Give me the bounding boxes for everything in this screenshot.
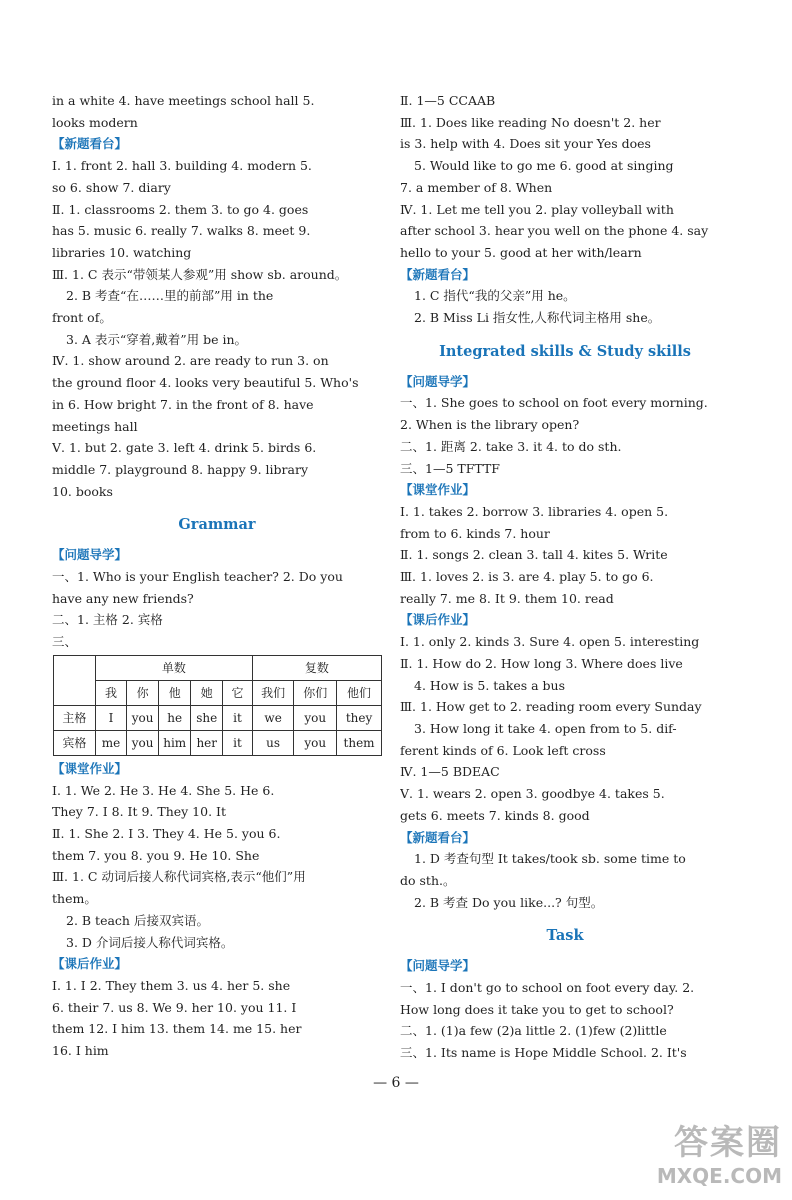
answer-line: Ⅰ. 1. I 2. They them 3. us 4. her 5. she [52, 977, 291, 993]
table-person-header: 我 [95, 680, 126, 705]
section-tag: 【问题导学】 [52, 547, 128, 563]
table-group-header: 复数 [252, 655, 381, 680]
answer-line: meetings hall [52, 418, 138, 434]
answer-line: 2. B 考查 Do you like...? 句型。 [414, 894, 604, 910]
answer-line: 一、1. I don't go to school on foot every day. 2. [400, 980, 695, 996]
answer-line: 二、1. (1)a few (2)a little 2. (1)few (2)little [400, 1023, 667, 1039]
answer-line: How long does it take you to get to school? [400, 1001, 674, 1017]
table-cell: they [337, 705, 382, 730]
answer-line: in 6. How bright 7. in the front of 8. have [52, 396, 314, 412]
page-number: — 6 — [373, 1075, 419, 1091]
section-tag: 【新题看台】 [400, 829, 476, 845]
answer-line: ferent kinds of 6. Look left cross [400, 742, 606, 758]
answer-line: 3. How long it take 4. open from to 5. dif- [414, 720, 677, 736]
answer-line: in a white 4. have meetings school hall 5. [52, 93, 315, 108]
section-tag: 【新题看台】 [52, 136, 128, 152]
answer-line: 一、1. She goes to school on foot every morning. [400, 395, 708, 411]
watermark-url: MXQE.COM [656, 1164, 782, 1188]
answer-line: 三、 [52, 634, 78, 650]
answer-line: Ⅰ. 1. front 2. hall 3. building 4. modern 5. [52, 158, 312, 174]
table-cell: you [127, 730, 159, 755]
table-cell: you [127, 705, 159, 730]
answer-line: Ⅳ. 1—5 BDEAC [400, 764, 500, 780]
answer-line: Ⅱ. 1. songs 2. clean 3. tall 4. kites 5. Write [400, 547, 668, 563]
table-row [54, 705, 382, 730]
table-cell: her [191, 730, 223, 755]
pronoun-table [53, 655, 382, 756]
watermark-logo [632, 1115, 782, 1195]
answer-line: Ⅱ. 1. How do 2. How long 3. Where does live [400, 655, 683, 671]
answer-line: 1. D 考查句型 It takes/took sb. some time to [414, 851, 686, 867]
answer-line: 三、1. Its name is Hope Middle School. 2. It's [400, 1045, 687, 1061]
section-tag: 【新题看台】 [400, 266, 476, 282]
answer-line: has 5. music 6. really 7. walks 8. meet 9. [52, 223, 311, 239]
table-person-header: 它 [223, 680, 253, 705]
table-cell: you [294, 730, 337, 755]
answer-line: Ⅱ. 1—5 CCAAB [400, 93, 496, 108]
section-heading: Task [546, 927, 584, 945]
answer-line: 2. B Miss Li 指女性,人称代词主格用 she。 [414, 310, 661, 326]
answer-line: after school 3. hear you well on the phone 4. say [400, 223, 709, 239]
answer-line: 一、1. Who is your English teacher? 2. Do you [52, 569, 343, 585]
table-cell: them [337, 730, 382, 755]
answer-line: Ⅱ. 1. classrooms 2. them 3. to go 4. goes [52, 201, 309, 217]
table-cell: it [223, 705, 253, 730]
section-tag: 【课后作业】 [52, 956, 128, 972]
answer-line: Ⅳ. 1. Let me tell you 2. play volleyball with [400, 201, 674, 217]
section-tag: 【问题导学】 [400, 958, 476, 974]
table-cell: we [252, 705, 294, 730]
answer-line: 3. D 介词后接人称代词宾格。 [66, 934, 234, 950]
section-tag: 【课后作业】 [400, 612, 476, 628]
answer-line: Ⅳ. 1. show around 2. are ready to run 3. on [52, 353, 329, 369]
answer-line: 5. Would like to go me 6. good at singing [414, 158, 674, 174]
table-person-header: 他们 [337, 680, 382, 705]
answer-line: 二、1. 距离 2. take 3. it 4. to do sth. [400, 438, 622, 454]
section-tag: 【问题导学】 [400, 373, 476, 389]
answer-line: 二、1. 主格 2. 宾格 [52, 612, 163, 628]
answer-line: They 7. I 8. It 9. They 10. It [52, 804, 226, 820]
answer-line: 6. their 7. us 8. We 9. her 10. you 11. I [52, 999, 297, 1015]
answer-line: 2. When is the library open? [400, 417, 580, 433]
answer-line: hello to your 5. good at her with/learn [400, 244, 642, 260]
answer-line: gets 6. meets 7. kinds 8. good [400, 807, 590, 823]
answer-line: Ⅲ. 1. C 动词后接人称代词宾格,表示“他们”用 [52, 869, 306, 885]
table-cell: you [294, 705, 337, 730]
answer-line: 1. C 指代“我的父亲”用 he。 [414, 288, 576, 304]
answer-line: front of。 [52, 310, 112, 326]
section-heading: Integrated skills & Study skills [439, 342, 691, 360]
table-cell: I [95, 705, 126, 730]
answer-line: Ⅰ. 1. only 2. kinds 3. Sure 4. open 5. interesting [400, 634, 700, 650]
answer-line: really 7. me 8. It 9. them 10. read [400, 590, 614, 606]
table-case-label: 主格 [54, 705, 96, 730]
answer-line: Ⅴ. 1. wears 2. open 3. goodbye 4. takes 5. [400, 786, 665, 802]
watermark-title: 答案圈 [674, 1123, 782, 1163]
answer-line: Ⅲ. 1. C 表示“带领某人参观”用 show sb. around。 [52, 266, 348, 282]
table-person-header: 她 [191, 680, 223, 705]
answer-line: 7. a member of 8. When [400, 179, 553, 195]
table-cell: me [95, 730, 126, 755]
answer-line: middle 7. playground 8. happy 9. library [52, 461, 309, 477]
answer-line: so 6. show 7. diary [52, 179, 171, 195]
answer-line: them。 [52, 891, 97, 907]
answer-line: Ⅴ. 1. but 2. gate 3. left 4. drink 5. birds 6. [52, 440, 317, 456]
section-tag: 【课堂作业】 [400, 482, 476, 498]
table-person-header: 我们 [252, 680, 294, 705]
table-group-header: 单数 [95, 655, 252, 680]
left-column [52, 90, 382, 1062]
answer-line: do sth.。 [400, 872, 456, 888]
table-cell: us [252, 730, 294, 755]
answer-line: 4. How is 5. takes a bus [414, 677, 566, 693]
answer-line: looks modern [52, 114, 138, 130]
table-cell: she [191, 705, 223, 730]
answer-line: 2. B teach 后接双宾语。 [66, 912, 209, 928]
answer-line: libraries 10. watching [52, 244, 192, 260]
answer-line: 3. A 表示“穿着,戴着”用 be in。 [66, 331, 248, 347]
answer-line: Ⅲ. 1. loves 2. is 3. are 4. play 5. to go 6. [400, 569, 654, 585]
answer-line: Ⅰ. 1. takes 2. borrow 3. libraries 4. open 5. [400, 503, 669, 519]
answer-line: Ⅰ. 1. We 2. He 3. He 4. She 5. He 6. [52, 782, 275, 798]
table-person-header: 你 [127, 680, 159, 705]
table-corner-cell [54, 655, 96, 705]
table-case-label: 宾格 [54, 730, 96, 755]
answer-line: 三、1—5 TFTTF [400, 460, 500, 476]
answer-line: the ground floor 4. looks very beautiful 5. Who's [52, 375, 359, 391]
answer-line: 10. books [52, 483, 113, 499]
answer-line: them 12. I him 13. them 14. me 15. her [52, 1021, 302, 1037]
table-cell: it [223, 730, 253, 755]
answer-line: Ⅲ. 1. How get to 2. reading room every Sunday [400, 699, 702, 715]
table-person-header: 你们 [294, 680, 337, 705]
table-cell: him [159, 730, 191, 755]
table-person-header: 他 [159, 680, 191, 705]
answer-line: 16. I him [52, 1043, 109, 1059]
answer-line: Ⅱ. 1. She 2. I 3. They 4. He 5. you 6. [52, 825, 281, 841]
answer-line: have any new friends? [52, 590, 194, 606]
section-tag: 【课堂作业】 [52, 760, 128, 776]
table-cell: he [159, 705, 191, 730]
answer-line: is 3. help with 4. Does sit your Yes does [400, 136, 651, 152]
right-column [400, 90, 730, 1064]
answer-line: Ⅲ. 1. Does like reading No doesn't 2. her [400, 114, 661, 130]
answer-line: from to 6. kinds 7. hour [400, 525, 550, 541]
section-heading: Grammar [178, 516, 256, 534]
table-row [54, 730, 382, 755]
answer-line: them 7. you 8. you 9. He 10. She [52, 847, 260, 863]
answer-line: 2. B 考查“在……里的前部”用 in the [66, 288, 274, 304]
